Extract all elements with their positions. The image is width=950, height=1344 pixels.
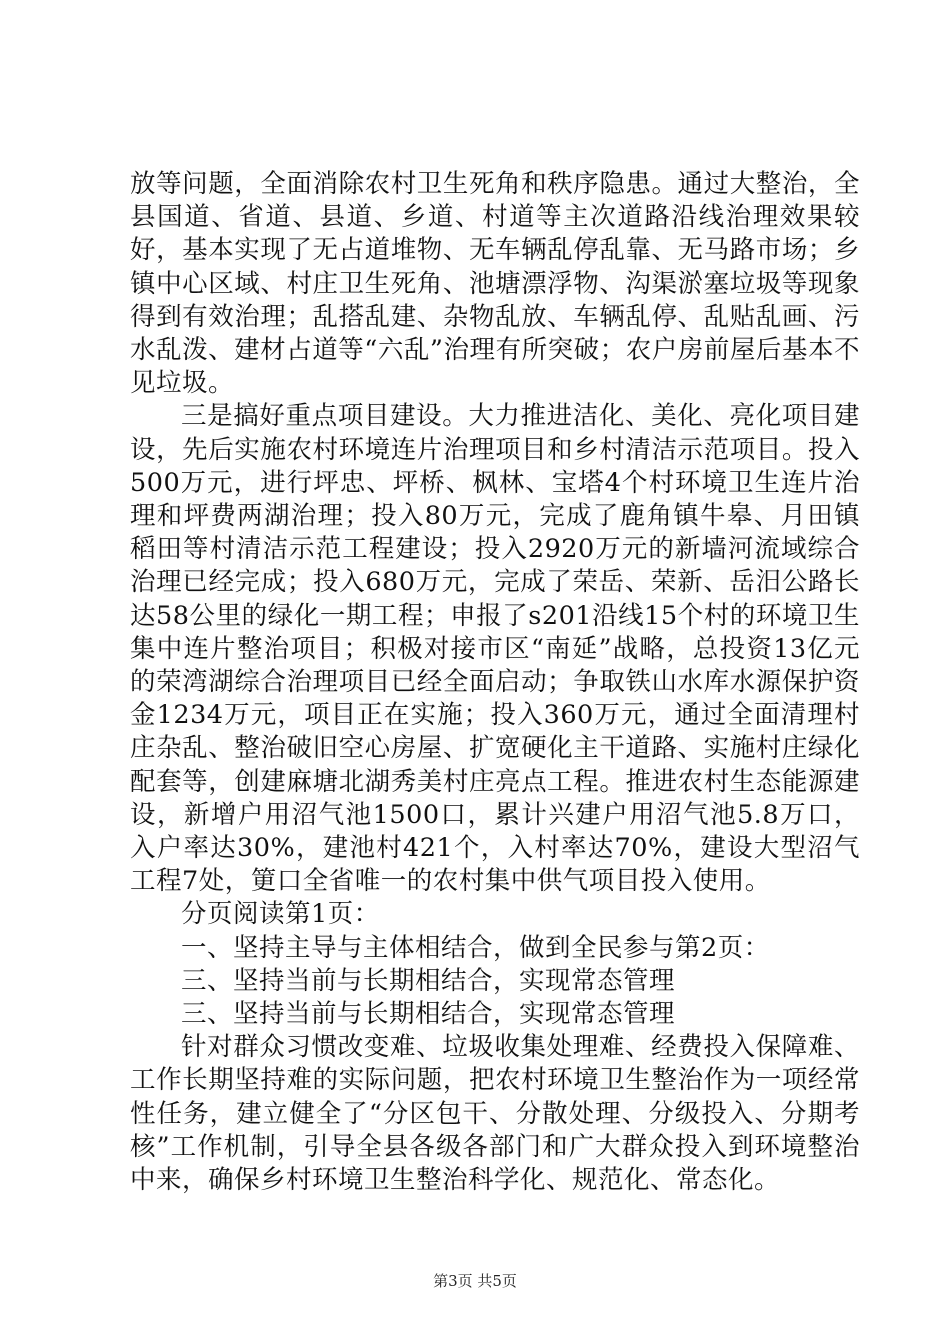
section-heading-1: 一、坚持主导与主体相结合，做到全民参与第2页： (181, 932, 770, 963)
paragraph-continuation: 放等问题，全面消除农村卫生死角和秩序隐患。通过大整治，全县国道、省道、县道、乡道、村道等主次道路沿线治理效果较好，基本实现了无占道堆物、无车辆乱停乱靠、无马路市场；乡镇中心区域、村庄卫生死角、池塘漂浮物、沟渠淤塞垃圾等现象得到有效治理；乱搭乱建、杂物乱放、车辆乱停、乱贴乱画、污水乱泼、建材占道等“六乱”治理有所突破；农户房前屋后基本不见垃圾。 (130, 169, 860, 399)
document-body (130, 168, 860, 1197)
section-heading-3-repeat: 三、坚持当前与长期相结合，实现常态管理 (181, 999, 676, 1030)
page-footer: 第3页 共5页 (433, 1272, 517, 1290)
paragraph-long-term: 针对群众习惯改变难、垃圾收集处理难、经费投入保障难、工作长期坚持难的实际问题，把农村环境卫生整治作为一项经常性任务，建立健全了“分区包干、分散处理、分级投入、分期考核”工作机制，引导全县各级各部门和广大群众投入到环境整治中来，确保乡村环境卫生整治科学化、规范化、常态化。 (130, 1032, 860, 1196)
paragraph-key-projects: 三是搞好重点项目建设。大力推进洁化、美化、亮化项目建设，先后实施农村环境连片治理项目和乡村清洁示范项目。投入500万元，进行坪忠、坪桥、枫林、宝塔4个村环境卫生连片治理和坪费两湖治理；投入80万元，完成了鹿角镇牛皋、月田镇稻田等村清洁示范工程建设；投入2920万元的新墙河流域综合治理已经完成；投入680万元，完成了荣岳、荣新、岳汨公路长达58公里的绿化一期工程；申报了s201沿线15个村的环境卫生集中连片整治项目；积极对接市区“南延”战略，总投资13亿元的荣湾湖综合治理项目已经全面启动；争取铁山水库水源保护资金1234万元，项目正在实施；投入360万元，通过全面清理村庄杂乱、整治破旧空心房屋、扩宽硬化主干道路、实施村庄绿化配套等，创建麻塘北湖秀美村庄亮点工程。推进农村生态能源建设，新增户用沼气池1500口，累计兴建户用沼气池5.8万口，入户率达30%，建池村421个，入村率达70%，建设大型沼气工程7处，筻口全省唯一的农村集中供气项目投入使用。 (130, 401, 860, 897)
page-nav-line: 分页阅读第1页： (181, 899, 380, 930)
section-heading-3: 三、坚持当前与长期相结合，实现常态管理 (181, 965, 676, 996)
